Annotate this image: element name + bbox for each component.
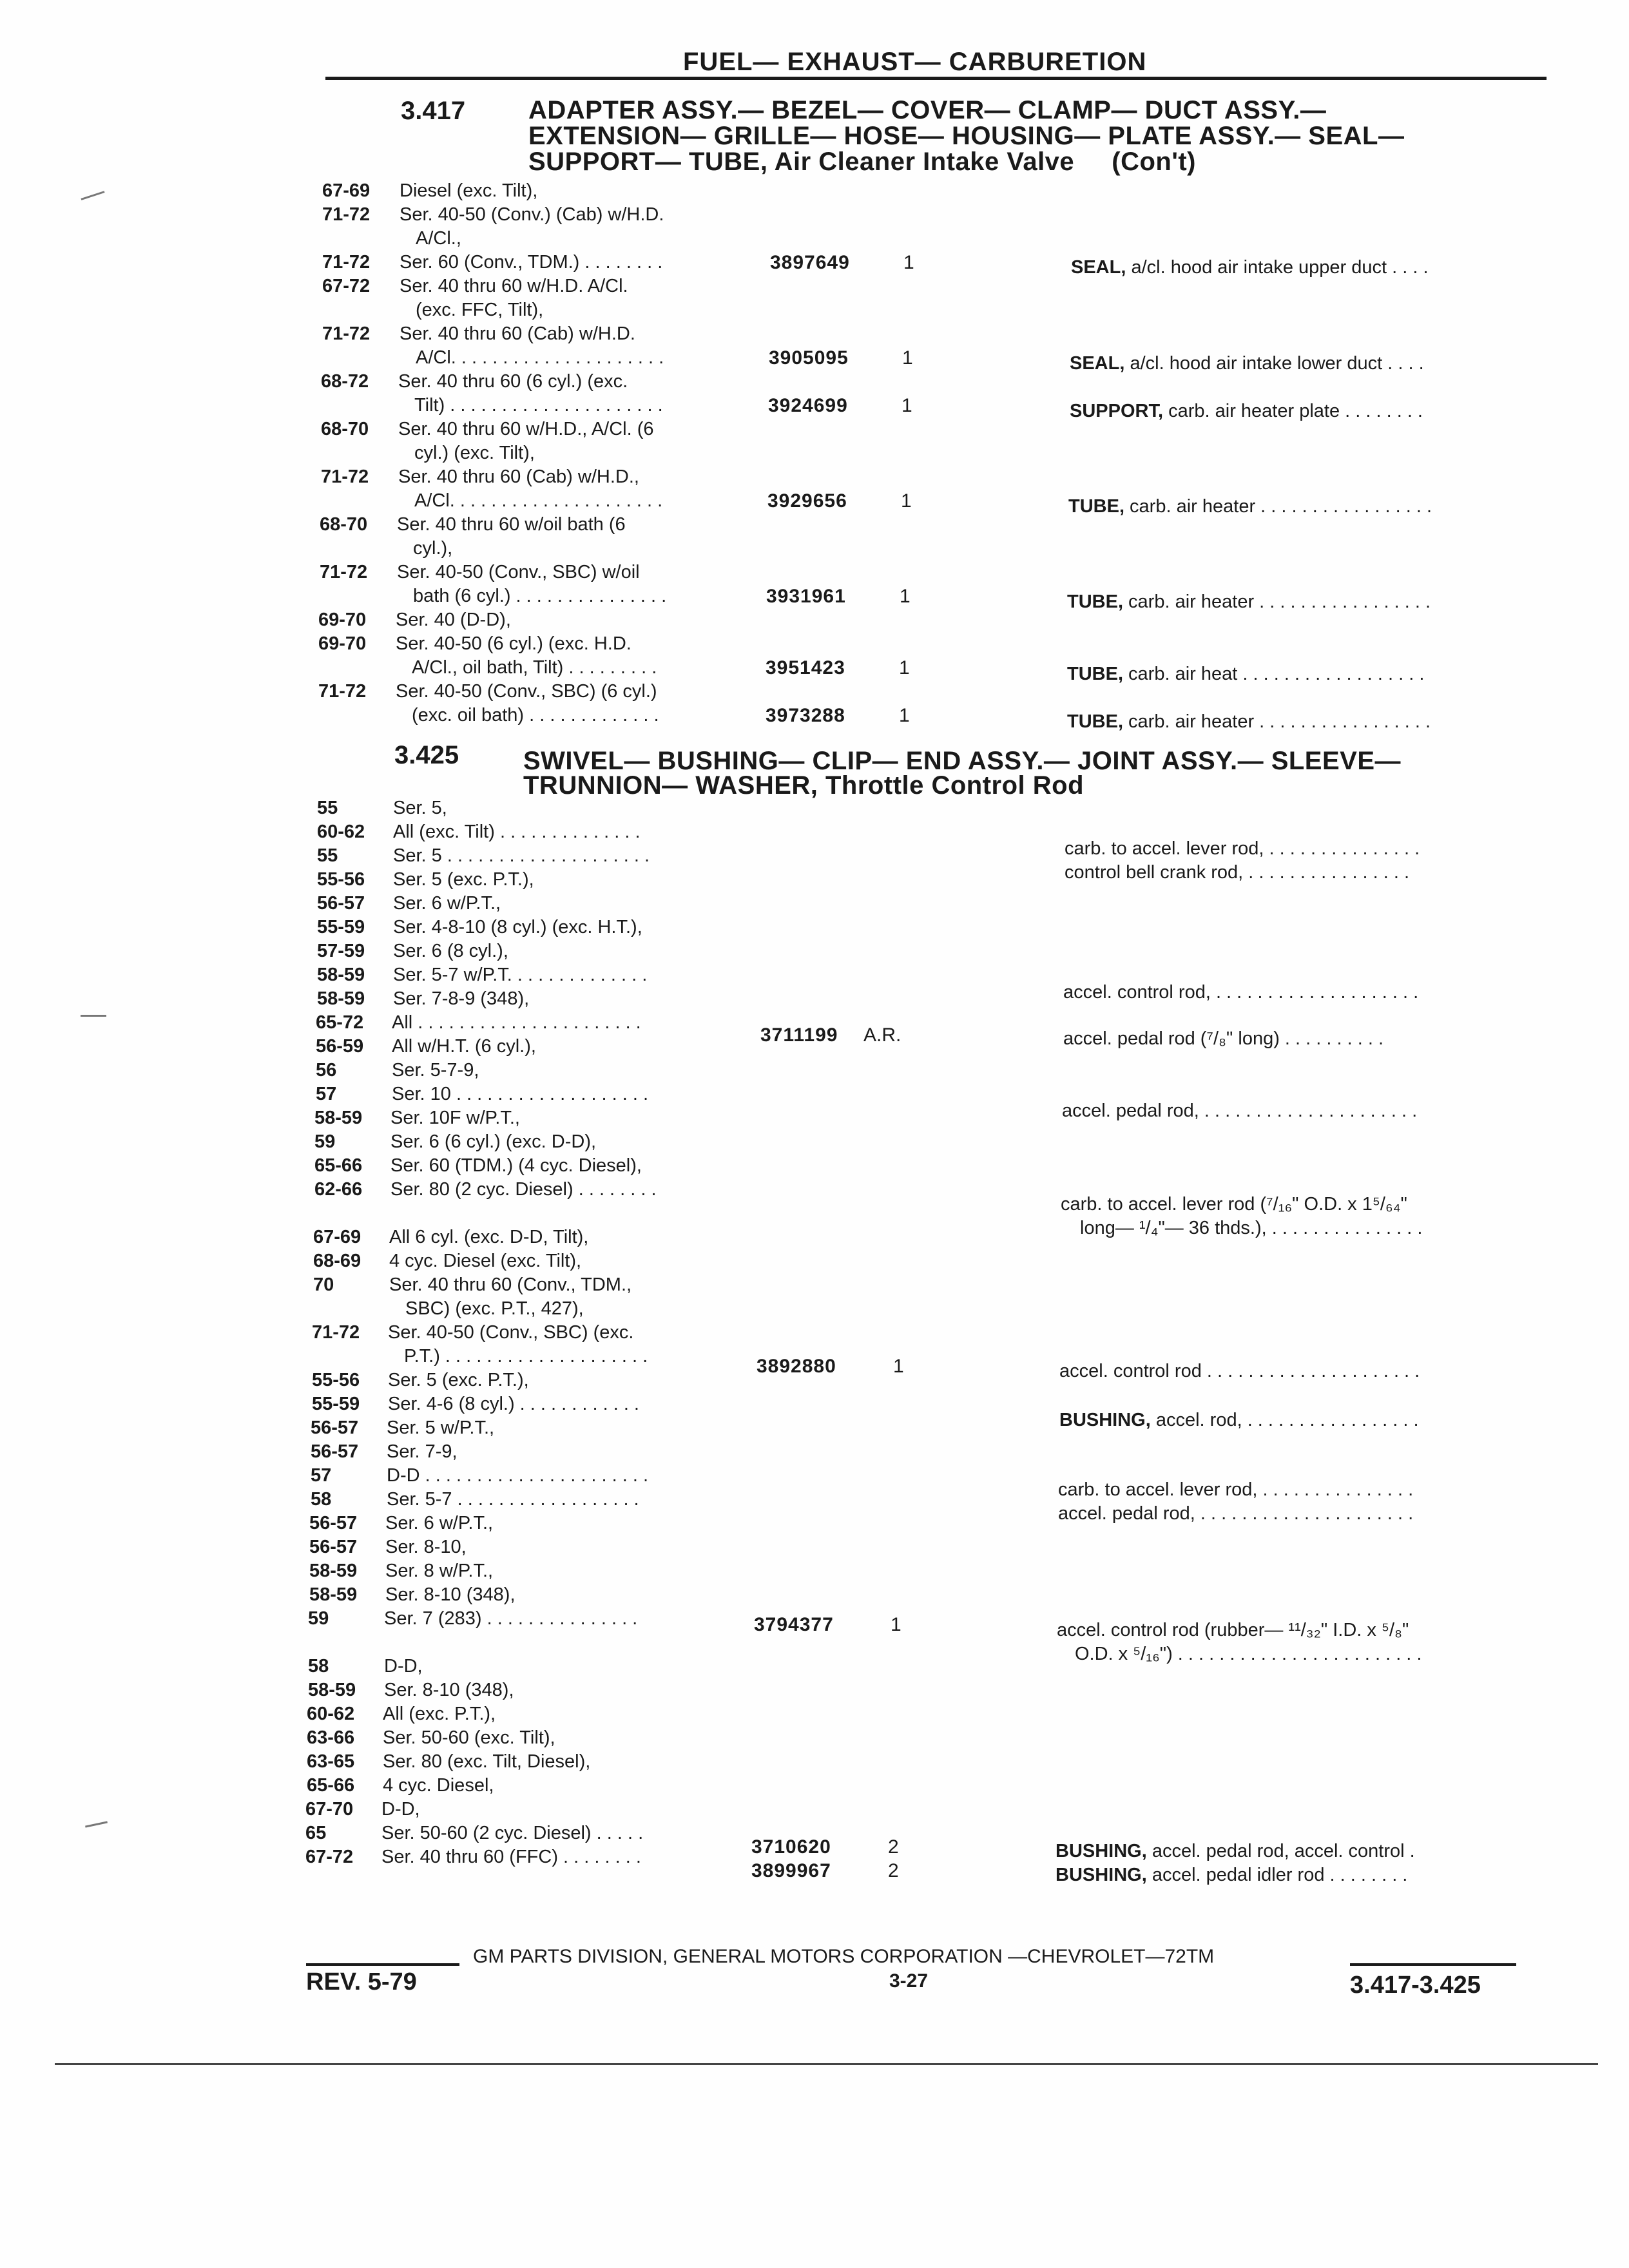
row-years: 71-72 [318, 681, 367, 702]
row-years: 59 [314, 1131, 336, 1152]
row-years: 58-59 [314, 1108, 363, 1128]
row-years: 56-57 [311, 1441, 359, 1462]
row-description: Ser. 4-6 (8 cyl.) . . . . . . . . . . . . [388, 1394, 639, 1414]
row-description: Ser. 5-7 w/P.T. . . . . . . . . . . . . . [393, 965, 648, 985]
row-description: Ser. 7 (283) . . . . . . . . . . . . . . . [384, 1608, 638, 1629]
row-description: Ser. 8-10, [385, 1537, 467, 1557]
row-description: Ser. 5, [393, 798, 447, 818]
part-name: SEAL, a/cl. hood air intake lower duct . . . . [1070, 353, 1424, 374]
row-years: 68-70 [321, 419, 369, 439]
row-description: cyl.) (exc. Tilt), [414, 443, 535, 463]
row-years: 69-70 [318, 633, 367, 654]
row-years: 56-57 [311, 1418, 359, 1438]
row-description: All (exc. Tilt) . . . . . . . . . . . . . . [393, 822, 641, 842]
row-years: 58-59 [309, 1561, 358, 1581]
row-years: 71-72 [322, 323, 371, 344]
part-quantity: 1 [901, 395, 912, 416]
row-years: 67-72 [305, 1847, 354, 1867]
part-quantity: 1 [899, 705, 910, 726]
row-description: Ser. 4-8-10 (8 cyl.) (exc. H.T.), [393, 917, 642, 937]
part-number: 3710620 [751, 1836, 831, 1858]
part-name: SEAL, a/cl. hood air intake upper duct . . . . [1071, 257, 1429, 278]
part-name: TUBE, carb. air heat . . . . . . . . . . . . . . . . . . [1067, 664, 1425, 684]
row-years: 71-72 [321, 466, 369, 487]
row-description: Ser. 5-7-9, [392, 1060, 479, 1081]
row-years: 71-72 [322, 204, 371, 225]
row-years: 62-66 [314, 1179, 363, 1200]
part-number: 3905095 [769, 347, 849, 369]
row-description: D-D . . . . . . . . . . . . . . . . . . . . . . [387, 1465, 649, 1486]
section-3425-title-line-2: TRUNNION— WASHER, Throttle Control Rod [523, 771, 1084, 800]
part-number: 3929656 [767, 490, 847, 512]
row-years: 55 [317, 798, 338, 818]
part-quantity: 1 [893, 1356, 904, 1377]
part-name: carb. to accel. lever rod, . . . . . . . . . . . . . . . [1058, 1479, 1414, 1500]
header-rule [325, 77, 1547, 80]
row-years: 65-66 [314, 1155, 363, 1176]
row-description: (exc. FFC, Tilt), [416, 300, 544, 320]
row-description: Ser. 5 w/P.T., [387, 1418, 495, 1438]
row-years: 58-59 [317, 965, 365, 985]
margin-mark [85, 1821, 108, 1827]
row-years: 56-57 [317, 893, 365, 914]
part-quantity: 1 [901, 490, 912, 512]
row-description: Ser. 5-7 . . . . . . . . . . . . . . . . . . [387, 1489, 639, 1510]
footer-page-number: 3-27 [889, 1970, 929, 1992]
row-description: A/Cl. . . . . . . . . . . . . . . . . . . . . [414, 490, 663, 511]
part-name: accel. pedal rod, . . . . . . . . . . . . . . . . . . . . . [1062, 1100, 1418, 1121]
row-description: Ser. 50-60 (2 cyc. Diesel) . . . . . [381, 1823, 644, 1843]
part-name: TUBE, carb. air heater . . . . . . . . . . . . . . . . . [1067, 591, 1431, 612]
margin-mark [81, 1015, 106, 1017]
row-description: A/Cl., [416, 228, 461, 249]
part-name: TUBE, carb. air heater . . . . . . . . . . . . . . . . . [1067, 711, 1431, 732]
part-name: control bell crank rod, . . . . . . . . . . . . . . . . [1065, 862, 1410, 883]
part-name: BUSHING, accel. pedal rod, accel. control . [1055, 1841, 1415, 1861]
row-description: Ser. 5 (exc. P.T.), [393, 869, 534, 890]
row-years: 68-69 [313, 1251, 361, 1271]
row-description: (exc. oil bath) . . . . . . . . . . . . . [412, 705, 659, 726]
row-years: 69-70 [318, 610, 367, 630]
row-description: Ser. 40 thru 60 (6 cyl.) (exc. [398, 371, 628, 392]
row-description: Ser. 80 (2 cyc. Diesel) . . . . . . . . [390, 1179, 657, 1200]
row-description: Ser. 6 (6 cyl.) (exc. D-D), [390, 1131, 597, 1152]
row-description: Tilt) . . . . . . . . . . . . . . . . . . . . . [414, 395, 663, 416]
row-years: 58-59 [317, 988, 365, 1009]
part-number: 3973288 [766, 705, 845, 726]
row-description: Ser. 7-8-9 (348), [393, 988, 530, 1009]
part-number: 3794377 [754, 1614, 834, 1635]
row-description: All . . . . . . . . . . . . . . . . . . . . . . [392, 1012, 641, 1033]
footer-revision: REV. 5-79 [306, 1968, 417, 1995]
row-description: Ser. 40-50 (Conv., SBC) w/oil [397, 562, 640, 582]
part-name: accel. control rod, . . . . . . . . . . . . . . . . . . . . [1063, 982, 1419, 1003]
row-description: Diesel (exc. Tilt), [400, 180, 538, 201]
row-description: Ser. 10F w/P.T., [390, 1108, 520, 1128]
row-years: 60-62 [317, 822, 365, 842]
part-quantity: 1 [903, 252, 914, 273]
section-3417-number: 3.417 [401, 97, 466, 125]
row-description: Ser. 6 w/P.T., [385, 1513, 494, 1533]
part-quantity: 1 [891, 1614, 901, 1635]
row-years: 58 [311, 1489, 332, 1510]
row-description: Ser. 40 thru 60 w/H.D. A/Cl. [400, 276, 628, 296]
row-years: 55 [317, 845, 338, 866]
row-description: SBC) (exc. P.T., 427), [405, 1298, 584, 1319]
row-description: Ser. 40 (D-D), [396, 610, 511, 630]
row-description: 4 cyc. Diesel (exc. Tilt), [389, 1251, 582, 1271]
row-description: Ser. 40 thru 60 (Cab) w/H.D., [398, 466, 639, 487]
part-name: O.D. x ⁵/₁₆") . . . . . . . . . . . . . . . . . . . . . . . . [1075, 1644, 1422, 1664]
row-description: D-D, [384, 1656, 423, 1677]
section-3425-title-line-1: SWIVEL— BUSHING— CLIP— END ASSY.— JOINT ASSY.— SLEEVE— [523, 747, 1402, 775]
row-description: Ser. 60 (Conv., TDM.) . . . . . . . . [400, 252, 663, 273]
row-years: 65-66 [307, 1775, 355, 1796]
part-name: accel. pedal rod (⁷/₈" long) . . . . . . . . . . [1063, 1028, 1384, 1049]
row-years: 56-57 [309, 1537, 358, 1557]
row-description: All (exc. P.T.), [383, 1704, 496, 1724]
part-number: 3897649 [770, 252, 850, 273]
row-years: 68-70 [320, 514, 368, 535]
part-number: 3924699 [768, 395, 848, 416]
row-description: bath (6 cyl.) . . . . . . . . . . . . . . . [413, 586, 667, 606]
row-years: 59 [308, 1608, 329, 1629]
row-years: 67-70 [305, 1799, 354, 1820]
row-years: 56 [316, 1060, 337, 1081]
part-name: accel. control rod (rubber— ¹¹/₃₂" I.D. x ⁵/₈" [1057, 1620, 1409, 1640]
row-years: 55-56 [312, 1370, 360, 1390]
row-description: Ser. 60 (TDM.) (4 cyc. Diesel), [390, 1155, 642, 1176]
row-description: P.T.) . . . . . . . . . . . . . . . . . . . . [404, 1346, 648, 1367]
row-description: A/Cl., oil bath, Tilt) . . . . . . . . . [412, 657, 657, 678]
row-years: 58-59 [309, 1584, 358, 1605]
row-years: 71-72 [320, 562, 368, 582]
part-quantity: 1 [900, 586, 911, 607]
row-years: 55-59 [317, 917, 365, 937]
margin-mark [81, 191, 104, 200]
row-years: 68-72 [321, 371, 369, 392]
row-years: 57 [316, 1084, 337, 1104]
part-number: 3931961 [766, 586, 846, 607]
row-years: 57 [311, 1465, 332, 1486]
row-description: Ser. 7-9, [387, 1441, 458, 1462]
footer-rule-left [306, 1963, 459, 1966]
row-description: A/Cl. . . . . . . . . . . . . . . . . . . . . [416, 347, 664, 368]
part-name: accel. pedal rod, . . . . . . . . . . . . . . . . . . . . . [1058, 1503, 1414, 1524]
row-description: Ser. 40-50 (Conv., SBC) (6 cyl.) [396, 681, 657, 702]
part-name: long— ¹/₄"— 36 thds.), . . . . . . . . . . . . . . . [1080, 1218, 1423, 1238]
row-description: Ser. 6 (8 cyl.), [393, 941, 508, 961]
row-description: Ser. 40 thru 60 (Cab) w/H.D. [400, 323, 635, 344]
row-years: 58-59 [308, 1680, 356, 1700]
row-description: Ser. 40 thru 60 w/oil bath (6 [397, 514, 626, 535]
part-name: TUBE, carb. air heater . . . . . . . . . . . . . . . . . [1068, 496, 1432, 517]
header-title: FUEL— EXHAUST— CARBURETION [683, 48, 1147, 76]
row-years: 67-69 [322, 180, 371, 201]
part-number: 3711199 [760, 1024, 838, 1046]
row-years: 71-72 [312, 1322, 360, 1343]
row-description: Ser. 40 thru 60 (Conv., TDM., [389, 1274, 632, 1295]
row-years: 67-69 [313, 1227, 361, 1247]
row-description: Ser. 5 (exc. P.T.), [388, 1370, 529, 1390]
part-quantity: A.R. [863, 1024, 901, 1046]
section-3425-number: 3.425 [394, 741, 459, 769]
part-quantity: 1 [902, 347, 913, 369]
row-years: 56-57 [309, 1513, 358, 1533]
row-description: All w/H.T. (6 cyl.), [392, 1036, 536, 1057]
row-description: Ser. 8-10 (348), [384, 1680, 514, 1700]
row-years: 58 [308, 1656, 329, 1677]
row-description: Ser. 80 (exc. Tilt, Diesel), [383, 1751, 591, 1772]
row-years: 63-65 [307, 1751, 355, 1772]
part-name: carb. to accel. lever rod, . . . . . . . . . . . . . . . [1065, 838, 1420, 859]
row-years: 71-72 [322, 252, 371, 273]
part-name: carb. to accel. lever rod (⁷/₁₆" O.D. x 1⁵/₆₄" [1061, 1194, 1407, 1215]
row-description: 4 cyc. Diesel, [383, 1775, 494, 1796]
part-quantity: 2 [888, 1836, 899, 1858]
bottom-edge-line [55, 2063, 1598, 2065]
row-years: 60-62 [307, 1704, 355, 1724]
part-name: accel. control rod . . . . . . . . . . . . . . . . . . . . . [1059, 1361, 1420, 1381]
row-years: 65-72 [316, 1012, 364, 1033]
part-number: 3892880 [757, 1356, 836, 1377]
section-3417-title-line-2: EXTENSION— GRILLE— HOSE— HOUSING— PLATE ASSY.— SEAL— [528, 122, 1405, 150]
row-description: Ser. 5 . . . . . . . . . . . . . . . . . . . . [393, 845, 650, 866]
part-number: 3951423 [766, 657, 845, 678]
part-quantity: 2 [888, 1860, 899, 1881]
part-name: BUSHING, accel. rod, . . . . . . . . . . . . . . . . . [1059, 1410, 1419, 1430]
row-description: Ser. 8 w/P.T., [385, 1561, 494, 1581]
row-description: Ser. 40 thru 60 w/H.D., A/Cl. (6 [398, 419, 654, 439]
row-description: Ser. 10 . . . . . . . . . . . . . . . . . . . [392, 1084, 649, 1104]
row-description: Ser. 40-50 (Conv., SBC) (exc. [388, 1322, 634, 1343]
row-years: 63-66 [307, 1727, 355, 1748]
footer-corporation: GM PARTS DIVISION, GENERAL MOTORS CORPORATION —CHEVROLET—72TM [473, 1946, 1215, 1967]
row-description: Ser. 40-50 (6 cyl.) (exc. H.D. [396, 633, 631, 654]
row-description: cyl.), [413, 538, 453, 559]
row-description: All 6 cyl. (exc. D-D, Tilt), [389, 1227, 589, 1247]
part-name: SUPPORT, carb. air heater plate . . . . . . . . [1070, 401, 1423, 421]
row-description: Ser. 40 thru 60 (FFC) . . . . . . . . [381, 1847, 641, 1867]
row-years: 56-59 [316, 1036, 364, 1057]
row-description: Ser. 8-10 (348), [385, 1584, 516, 1605]
section-3417-title-line-1: ADAPTER ASSY.— BEZEL— COVER— CLAMP— DUCT ASSY.— [528, 96, 1327, 124]
row-description: Ser. 40-50 (Conv.) (Cab) w/H.D. [400, 204, 664, 225]
row-years: 55-56 [317, 869, 365, 890]
footer-rule-right [1350, 1963, 1516, 1966]
row-description: D-D, [381, 1799, 420, 1820]
part-quantity: 1 [899, 657, 910, 678]
row-years: 65 [305, 1823, 327, 1843]
section-3417-title-line-3: SUPPORT— TUBE, Air Cleaner Intake Valve (Con't) [528, 148, 1196, 176]
footer-section-range: 3.417-3.425 [1350, 1972, 1481, 1999]
part-number: 3899967 [751, 1860, 831, 1881]
row-years: 55-59 [312, 1394, 360, 1414]
row-years: 67-72 [322, 276, 371, 296]
row-description: Ser. 50-60 (exc. Tilt), [383, 1727, 555, 1748]
row-description: Ser. 6 w/P.T., [393, 893, 501, 914]
row-years: 70 [313, 1274, 334, 1295]
part-name: BUSHING, accel. pedal idler rod . . . . . . . . [1055, 1865, 1408, 1885]
row-years: 57-59 [317, 941, 365, 961]
